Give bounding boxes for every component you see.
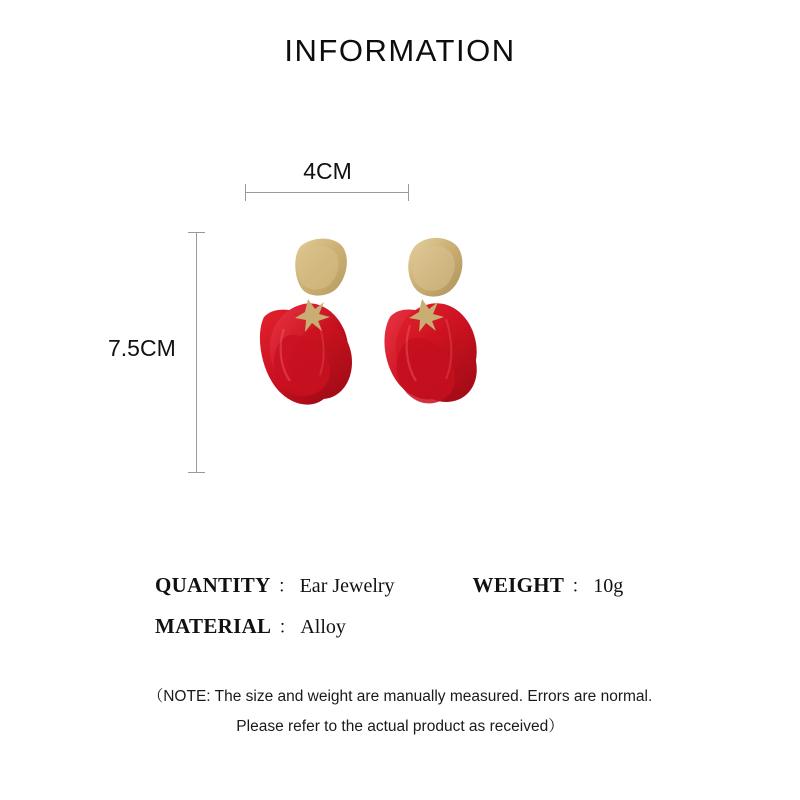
spec-weight xyxy=(473,572,624,598)
spec-weight-key: WEIGHT xyxy=(472,573,565,597)
spec-quantity xyxy=(155,572,395,598)
product-image xyxy=(240,225,540,475)
spec-quantity-colon: ： xyxy=(277,576,296,596)
width-measurement-label: 4CM xyxy=(303,158,352,184)
spec-weight-value: 10g xyxy=(593,575,624,597)
width-measurement-cap-right xyxy=(408,184,409,201)
spec-material-key: MATERIAL xyxy=(155,614,272,638)
width-measurement-line xyxy=(245,192,409,193)
spec-material xyxy=(155,613,346,639)
height-measurement-cap-top xyxy=(188,232,205,233)
page-title: INFORMATION xyxy=(284,33,516,68)
height-measurement-line xyxy=(196,232,197,472)
spec-row xyxy=(155,572,675,598)
height-measurement-label: 7.5CM xyxy=(108,335,176,361)
note-line-1: （NOTE: The size and weight are manually measured. Errors are normal. xyxy=(147,688,653,705)
spec-list xyxy=(155,572,675,654)
width-measurement-cap-left xyxy=(245,184,246,201)
spec-quantity-key: QUANTITY xyxy=(155,573,271,597)
spec-material-value: Alloy xyxy=(300,616,346,638)
spec-quantity-value: Ear Jewelry xyxy=(299,575,395,597)
spec-row xyxy=(155,613,675,639)
height-measurement-cap-bottom xyxy=(188,472,205,473)
spec-material-colon: ： xyxy=(278,617,297,637)
spec-weight-colon: ： xyxy=(571,576,590,596)
note-line-2: Please refer to the actual product as received） xyxy=(236,718,564,735)
disclaimer-note xyxy=(0,682,800,742)
